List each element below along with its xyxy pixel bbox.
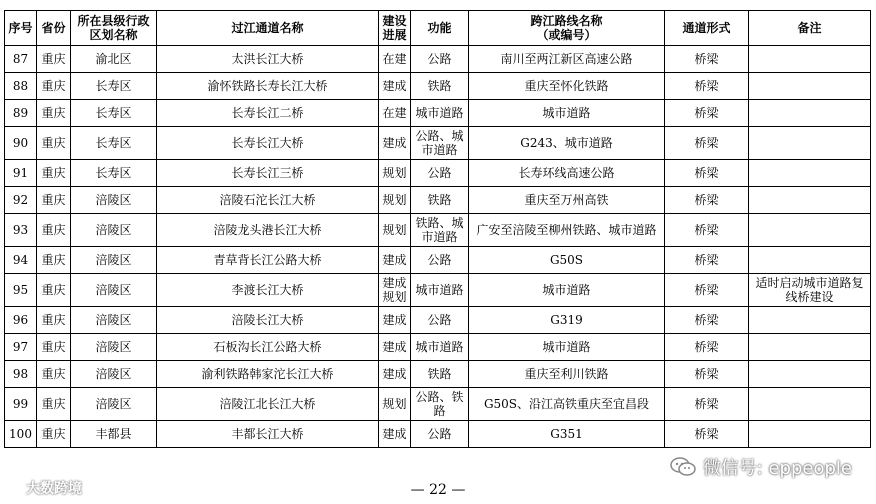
cell-seq: 100: [5, 421, 37, 448]
header-route: [469, 11, 665, 46]
cell-remark: [749, 361, 871, 388]
header-function: 功能: [411, 11, 469, 46]
cell-channel: 青草背长江公路大桥: [157, 247, 379, 274]
cell-form: 桥梁: [665, 100, 749, 127]
cell-county: 渝北区: [71, 46, 157, 73]
cell-route: 重庆至利川铁路: [469, 361, 665, 388]
cell-route: 广安至涪陵至柳州铁路、城市道路: [469, 214, 665, 247]
cell-form: 桥梁: [665, 214, 749, 247]
cell-route: G319: [469, 307, 665, 334]
cell-form: 桥梁: [665, 247, 749, 274]
cell-remark: [749, 334, 871, 361]
cell-province: 重庆: [37, 100, 71, 127]
cell-seq: 98: [5, 361, 37, 388]
table-row: [5, 307, 871, 334]
cell-county: 长寿区: [71, 160, 157, 187]
cell-county: 涪陵区: [71, 361, 157, 388]
cell-province: 重庆: [37, 160, 71, 187]
cell-route: 南川至两江新区高速公路: [469, 46, 665, 73]
cell-form: 桥梁: [665, 187, 749, 214]
cell-channel: 长寿长江二桥: [157, 100, 379, 127]
cell-form: 桥梁: [665, 46, 749, 73]
cell-channel: 涪陵龙头港长江大桥: [157, 214, 379, 247]
cell-channel: 李渡长江大桥: [157, 274, 379, 307]
cell-progress: 建成: [379, 247, 411, 274]
cell-function: 公路: [411, 160, 469, 187]
table-row: [5, 421, 871, 448]
cell-route: 重庆至万州高铁: [469, 187, 665, 214]
cell-route: G351: [469, 421, 665, 448]
cell-remark: [749, 127, 871, 160]
cell-progress: 规划: [379, 388, 411, 421]
cell-function: 公路: [411, 46, 469, 73]
cell-progress: 在建: [379, 100, 411, 127]
cell-remark: [749, 307, 871, 334]
cell-function: 铁路: [411, 187, 469, 214]
cell-function: 公路: [411, 247, 469, 274]
cell-channel: 石板沟长江公路大桥: [157, 334, 379, 361]
header-province: 省份: [37, 11, 71, 46]
cell-seq: 92: [5, 187, 37, 214]
cell-form: 桥梁: [665, 388, 749, 421]
wechat-icon: [669, 456, 697, 478]
cell-progress: 在建: [379, 46, 411, 73]
cell-form: 桥梁: [665, 160, 749, 187]
cell-province: 重庆: [37, 421, 71, 448]
cell-seq: 88: [5, 73, 37, 100]
cell-county: 涪陵区: [71, 274, 157, 307]
cell-route: G50S、沿江高铁重庆至宜昌段: [469, 388, 665, 421]
page-number: — 22 —: [410, 482, 466, 498]
cell-channel: 渝利铁路韩家沱长江大桥: [157, 361, 379, 388]
cell-remark: [749, 214, 871, 247]
cell-function: 公路: [411, 307, 469, 334]
cell-progress: 建成: [379, 127, 411, 160]
cell-seq: 95: [5, 274, 37, 307]
table-body: [5, 46, 871, 448]
table-row: [5, 160, 871, 187]
cell-channel: 涪陵长江大桥: [157, 307, 379, 334]
cell-remark: [749, 247, 871, 274]
cell-province: 重庆: [37, 334, 71, 361]
channel-table: [4, 10, 871, 448]
watermark-right: [669, 454, 852, 480]
cell-form: 桥梁: [665, 73, 749, 100]
table-row: [5, 100, 871, 127]
cell-province: 重庆: [37, 46, 71, 73]
cell-route: G50S: [469, 247, 665, 274]
table-row: [5, 46, 871, 73]
cell-province: 重庆: [37, 388, 71, 421]
cell-form: 桥梁: [665, 421, 749, 448]
cell-function: 铁路: [411, 73, 469, 100]
cell-form: 桥梁: [665, 334, 749, 361]
header-route-line2: （或编号）: [536, 28, 597, 42]
cell-seq: 89: [5, 100, 37, 127]
cell-seq: 93: [5, 214, 37, 247]
cell-province: 重庆: [37, 274, 71, 307]
cell-county: 涪陵区: [71, 214, 157, 247]
cell-route: 长寿环线高速公路: [469, 160, 665, 187]
cell-seq: 91: [5, 160, 37, 187]
cell-county: 长寿区: [71, 100, 157, 127]
cell-province: 重庆: [37, 361, 71, 388]
cell-county: 长寿区: [71, 73, 157, 100]
cell-province: 重庆: [37, 127, 71, 160]
header-form: 通道形式: [665, 11, 749, 46]
cell-progress: 建成: [379, 421, 411, 448]
cell-form: 桥梁: [665, 307, 749, 334]
cell-channel: 渝怀铁路长寿长江大桥: [157, 73, 379, 100]
cell-remark: [749, 73, 871, 100]
cell-seq: 90: [5, 127, 37, 160]
header-channel: 过江通道名称: [157, 11, 379, 46]
cell-county: 涪陵区: [71, 388, 157, 421]
cell-progress: 规划: [379, 160, 411, 187]
cell-seq: 87: [5, 46, 37, 73]
cell-province: 重庆: [37, 247, 71, 274]
cell-function: 城市道路: [411, 274, 469, 307]
cell-seq: 94: [5, 247, 37, 274]
cell-channel: 丰都长江大桥: [157, 421, 379, 448]
cell-county: 涪陵区: [71, 187, 157, 214]
header-seq: 序号: [5, 11, 37, 46]
table-row: [5, 334, 871, 361]
table-row: [5, 127, 871, 160]
cell-progress: 建成: [379, 334, 411, 361]
cell-channel: 长寿长江三桥: [157, 160, 379, 187]
cell-progress: 规划: [379, 187, 411, 214]
cell-form: 桥梁: [665, 361, 749, 388]
table-row: [5, 187, 871, 214]
cell-function: 铁路、城市道路: [411, 214, 469, 247]
header-progress: 建设进展: [379, 11, 411, 46]
cell-remark: [749, 187, 871, 214]
table-row: [5, 388, 871, 421]
cell-channel: 涪陵江北长江大桥: [157, 388, 379, 421]
cell-channel: 涪陵石沱长江大桥: [157, 187, 379, 214]
cell-function: 城市道路: [411, 100, 469, 127]
cell-county: 涪陵区: [71, 334, 157, 361]
cell-province: 重庆: [37, 73, 71, 100]
table-header-row: [5, 11, 871, 46]
cell-progress: 建成: [379, 307, 411, 334]
cell-remark: 适时启动城市道路复线桥建设: [749, 274, 871, 307]
header-remark: 备注: [749, 11, 871, 46]
cell-county: 长寿区: [71, 127, 157, 160]
cell-form: 桥梁: [665, 274, 749, 307]
cell-remark: [749, 46, 871, 73]
cell-province: 重庆: [37, 187, 71, 214]
cell-function: 铁路: [411, 361, 469, 388]
cell-county: 涪陵区: [71, 307, 157, 334]
cell-remark: [749, 160, 871, 187]
cell-remark: [749, 421, 871, 448]
cell-progress: 建成: [379, 361, 411, 388]
cell-progress: 建成规划: [379, 274, 411, 307]
cell-seq: 97: [5, 334, 37, 361]
cell-route: G243、城市道路: [469, 127, 665, 160]
cell-progress: 建成: [379, 73, 411, 100]
table-row: [5, 247, 871, 274]
cell-route: 城市道路: [469, 334, 665, 361]
table-row: [5, 214, 871, 247]
cell-county: 涪陵区: [71, 247, 157, 274]
cell-seq: 99: [5, 388, 37, 421]
cell-route: 城市道路: [469, 274, 665, 307]
table-row: [5, 73, 871, 100]
cell-county: 丰都县: [71, 421, 157, 448]
cell-province: 重庆: [37, 307, 71, 334]
cell-remark: [749, 388, 871, 421]
watermark-right-text: 微信号: eppeople: [702, 458, 852, 479]
cell-route: 重庆至怀化铁路: [469, 73, 665, 100]
cell-progress: 规划: [379, 214, 411, 247]
cell-function: 公路、铁路: [411, 388, 469, 421]
cell-function: 城市道路: [411, 334, 469, 361]
table-row: [5, 274, 871, 307]
table-row: [5, 361, 871, 388]
cell-route: 城市道路: [469, 100, 665, 127]
watermark-left-text: 大数跨境: [26, 481, 82, 497]
header-route-line1: 跨江路线名称: [530, 14, 603, 28]
cell-province: 重庆: [37, 214, 71, 247]
cell-form: 桥梁: [665, 127, 749, 160]
cell-channel: 太洪长江大桥: [157, 46, 379, 73]
header-county: 所在县级行政区划名称: [71, 11, 157, 46]
cell-remark: [749, 100, 871, 127]
cell-channel: 长寿长江大桥: [157, 127, 379, 160]
cell-seq: 96: [5, 307, 37, 334]
cell-function: 公路: [411, 421, 469, 448]
cell-function: 公路、城市道路: [411, 127, 469, 160]
